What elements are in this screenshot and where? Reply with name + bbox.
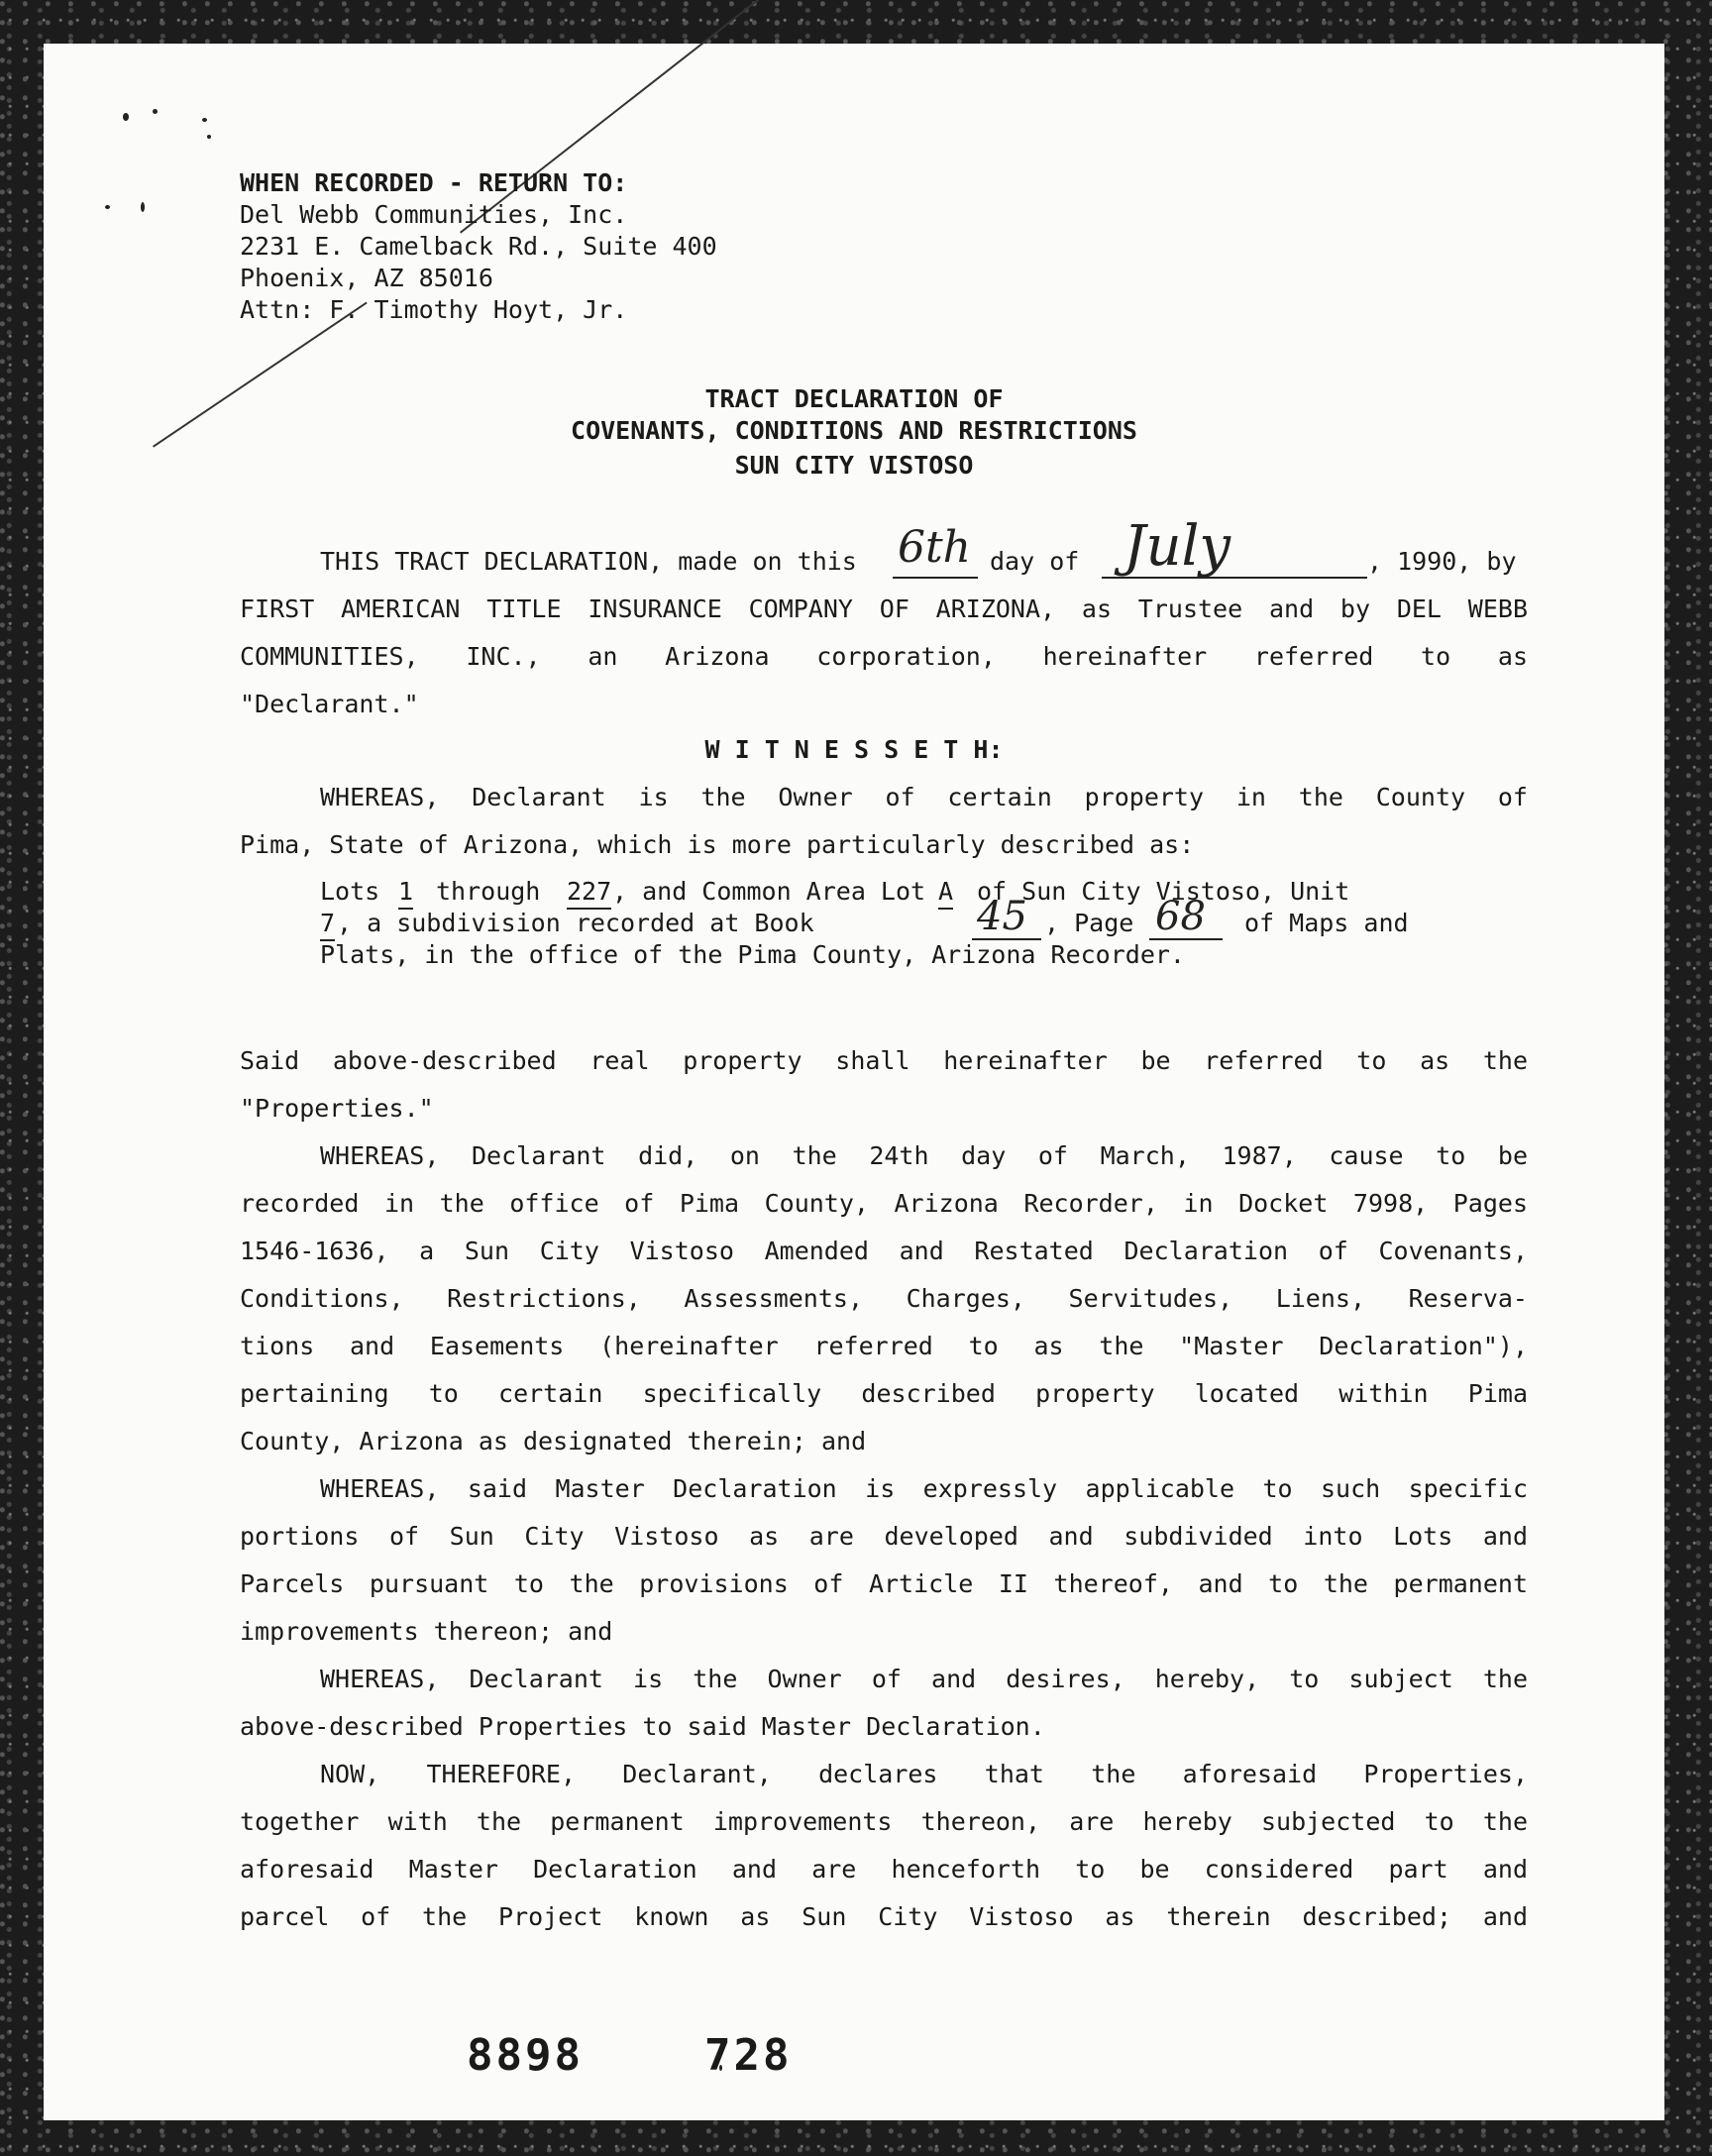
- legal-text: Lots: [320, 877, 380, 906]
- legal-text: of Sun City Vistoso, Unit: [977, 877, 1350, 906]
- body-text: portions of Sun City Vistoso as are developed and subdivided into Lots and: [240, 1522, 1528, 1551]
- handwritten-page: 68: [1155, 894, 1206, 939]
- legal-text: , Page: [1044, 909, 1134, 937]
- intro-text: , 1990, by: [1367, 547, 1517, 576]
- margin-mark: [141, 202, 145, 212]
- intro-text: FIRST AMERICAN TITLE INSURANCE COMPANY OF ARIZONA, as Trustee and by DEL WEBB: [240, 594, 1528, 623]
- legal-text: , a subdivision recorded at Book: [337, 909, 814, 937]
- body-text: "Properties.": [240, 1094, 434, 1123]
- legal-text: through: [436, 877, 541, 906]
- body-text: tions and Easements (hereinafter referred to as the "Master Declaration"),: [240, 1332, 1528, 1360]
- document-page: [44, 44, 1664, 2120]
- docket-number: 8898: [467, 2030, 584, 2081]
- body-text: Parcels pursuant to the provisions of Article II thereof, and to the permanent: [240, 1569, 1528, 1598]
- return-to-line: Del Webb Communities, Inc.: [240, 200, 628, 229]
- body-text: Pima, State of Arizona, which is more particularly described as:: [240, 830, 1195, 859]
- page-number: 728: [704, 2030, 793, 2081]
- margin-mark: [202, 118, 207, 122]
- body-text: recorded in the office of Pima County, Arizona Recorder, in Docket 7998, Pages: [240, 1189, 1528, 1218]
- body-text: Conditions, Restrictions, Assessments, Charges, Servitudes, Liens, Reserva-: [240, 1284, 1528, 1313]
- margin-mark: [105, 205, 110, 209]
- body-text: above-described Properties to said Master Declaration.: [240, 1712, 1045, 1741]
- body-text: together with the permanent improvements thereon, are hereby subjected to the: [240, 1807, 1528, 1836]
- document-title: SUN CITY VISTOSO: [734, 451, 974, 480]
- body-text: parcel of the Project known as Sun City Vistoso as therein described; and: [240, 1902, 1528, 1931]
- body-text: NOW, THEREFORE, Declarant, declares that the aforesaid Properties,: [320, 1760, 1528, 1788]
- intro-text: THIS TRACT DECLARATION, made on this: [320, 547, 857, 576]
- handwritten-month: July: [1124, 514, 1231, 579]
- document-title: TRACT DECLARATION OF: [704, 384, 1004, 413]
- return-to-line: Phoenix, AZ 85016: [240, 264, 493, 292]
- document-title: COVENANTS, CONDITIONS AND RESTRICTIONS: [571, 416, 1137, 445]
- lot-letter: A: [938, 876, 953, 910]
- body-text: WHEREAS, Declarant did, on the 24th day of March, 1987, cause to be: [320, 1141, 1528, 1170]
- body-text: WHEREAS, said Master Declaration is expressly applicable to such specific: [320, 1474, 1528, 1503]
- body-text: improvements thereon; and: [240, 1617, 613, 1646]
- body-text: 1546-1636, a Sun City Vistoso Amended and Restated Declaration of Covenants,: [240, 1237, 1528, 1265]
- body-text: aforesaid Master Declaration and are henceforth to be considered part and: [240, 1855, 1528, 1884]
- intro-text: COMMUNITIES, INC., an Arizona corporation, hereinafter referred to as: [240, 642, 1528, 671]
- body-text: County, Arizona as designated therein; and: [240, 1427, 867, 1455]
- legal-text: Plats, in the office of the Pima County, Arizona Recorder.: [320, 940, 1185, 969]
- return-to-line: Attn: F. Timothy Hoyt, Jr.: [240, 295, 628, 324]
- day-blank: [893, 577, 978, 579]
- body-text: Said above-described real property shall hereinafter be referred to as the: [240, 1046, 1528, 1075]
- legal-text: , and Common Area Lot: [612, 877, 926, 906]
- return-to-heading: WHEN RECORDED - RETURN TO:: [240, 168, 628, 197]
- witnesseth-heading: W I T N E S S E T H:: [704, 735, 1004, 764]
- body-text: WHEREAS, Declarant is the Owner of certain property in the County of: [320, 783, 1528, 811]
- intro-text: day of: [990, 547, 1080, 576]
- margin-mark: [207, 135, 211, 139]
- lot-start: 1: [398, 876, 413, 910]
- intro-text: "Declarant.": [240, 690, 419, 718]
- lot-end: 227: [567, 876, 611, 910]
- handwritten-book: 45: [977, 894, 1027, 939]
- legal-text: of Maps and: [1244, 909, 1409, 937]
- handwritten-day: 6th: [898, 522, 972, 573]
- body-text: WHEREAS, Declarant is the Owner of and desires, hereby, to subject the: [320, 1665, 1528, 1693]
- margin-mark: [123, 113, 129, 121]
- return-to-line: 2231 E. Camelback Rd., Suite 400: [240, 232, 717, 261]
- unit-number: 7: [320, 908, 335, 941]
- body-text: pertaining to certain specifically described property located within Pima: [240, 1379, 1528, 1408]
- margin-mark: [153, 109, 158, 114]
